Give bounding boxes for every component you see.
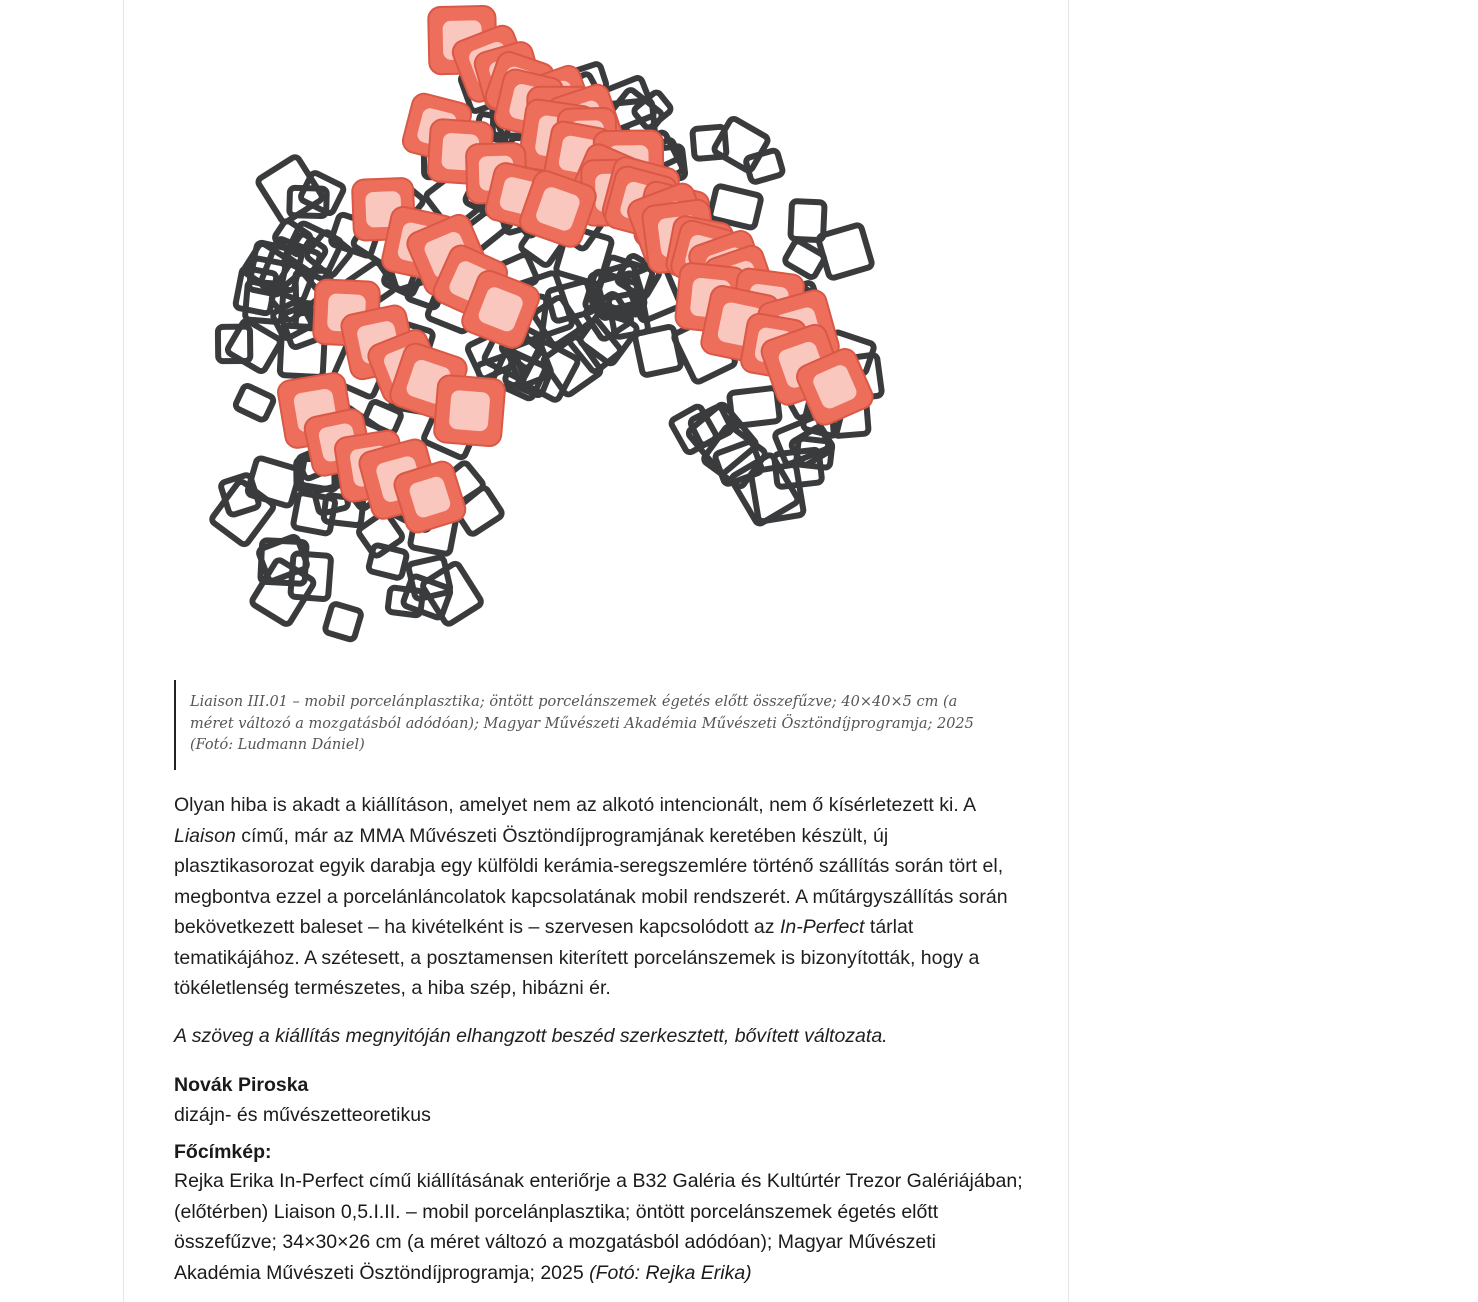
coral-chain-link	[433, 374, 505, 446]
author-name: Novák Piroska	[174, 1074, 309, 1096]
cover-image-label: Főcímkép:	[174, 1141, 272, 1163]
artwork-photo	[174, 0, 908, 672]
cover-image-description	[174, 1166, 1024, 1288]
dark-chain-link	[234, 384, 275, 421]
photo-credit: (Fotó: Rejka Erika)	[589, 1261, 752, 1284]
author-role: dizájn- és művészetteoretikus	[174, 1104, 431, 1126]
emphasis-liaison: Liaison	[174, 824, 236, 847]
paragraph-text: tárlat tematikájához. A szétesett, a posztamensen kiterített porcelánszemek is bizonyították, hogy a tökéletlenség természetes, a hiba szép, hibázni ér.	[174, 916, 980, 999]
paragraph-text: Olyan hiba is akadt a kiállításon, amelyet nem az alkotó intencionált, nem ő kísérletezett ki. A	[174, 794, 976, 816]
porcelain-chain-sculpture	[174, 0, 908, 672]
body-paragraph	[174, 790, 1024, 1004]
paragraph-text: című, már az MMA Művészeti Ösztöndíjprogramjának keretében készült, új plasztikasorozat egyik darabja egy külföldi kerámia-seregszemlére történő szállítás során tört el, megbontva ezzel a porcelánláncolatok kapcsolatának mobil rendszerét. A műtárgyszállítás során bekövetkezett baleset – ha kivételként is – szervesen kapcsolódott az	[174, 824, 1008, 938]
editorial-note: A szöveg a kiállítás megnyitóján elhangzott beszéd szerkesztett, bővített változata.	[174, 1025, 888, 1047]
emphasis-in-perfect: In-Perfect	[779, 916, 865, 938]
cover-text: Rejka Erika In-Perfect című kiállításának enteriőrje a B32 Galéria és Kultúrtér Trezor Galériájában; (előtérben) Liaison 0,5.I.II. – mobil porcelánplasztika; öntött porcelánszemek égetés előtt összefűzve; 34×30×26 cm (a méret változó a mozgatásból adódóan); Magyar Művészeti Akadémia Művészeti Ösztöndíjprogramja; 2025	[174, 1170, 1023, 1284]
figure-caption: Liaison III.01 – mobil porcelánplasztika; öntött porcelánszemek égetés előtt összefűzve; 40×40×5 cm (a méret változó a mozgatásból adódóan); Magyar Művészeti Akadémia Művészeti Ösztöndíjprogramja; 2025 (Fotó: Ludmann Dániel)	[174, 680, 984, 770]
dark-chain-link	[324, 603, 362, 640]
